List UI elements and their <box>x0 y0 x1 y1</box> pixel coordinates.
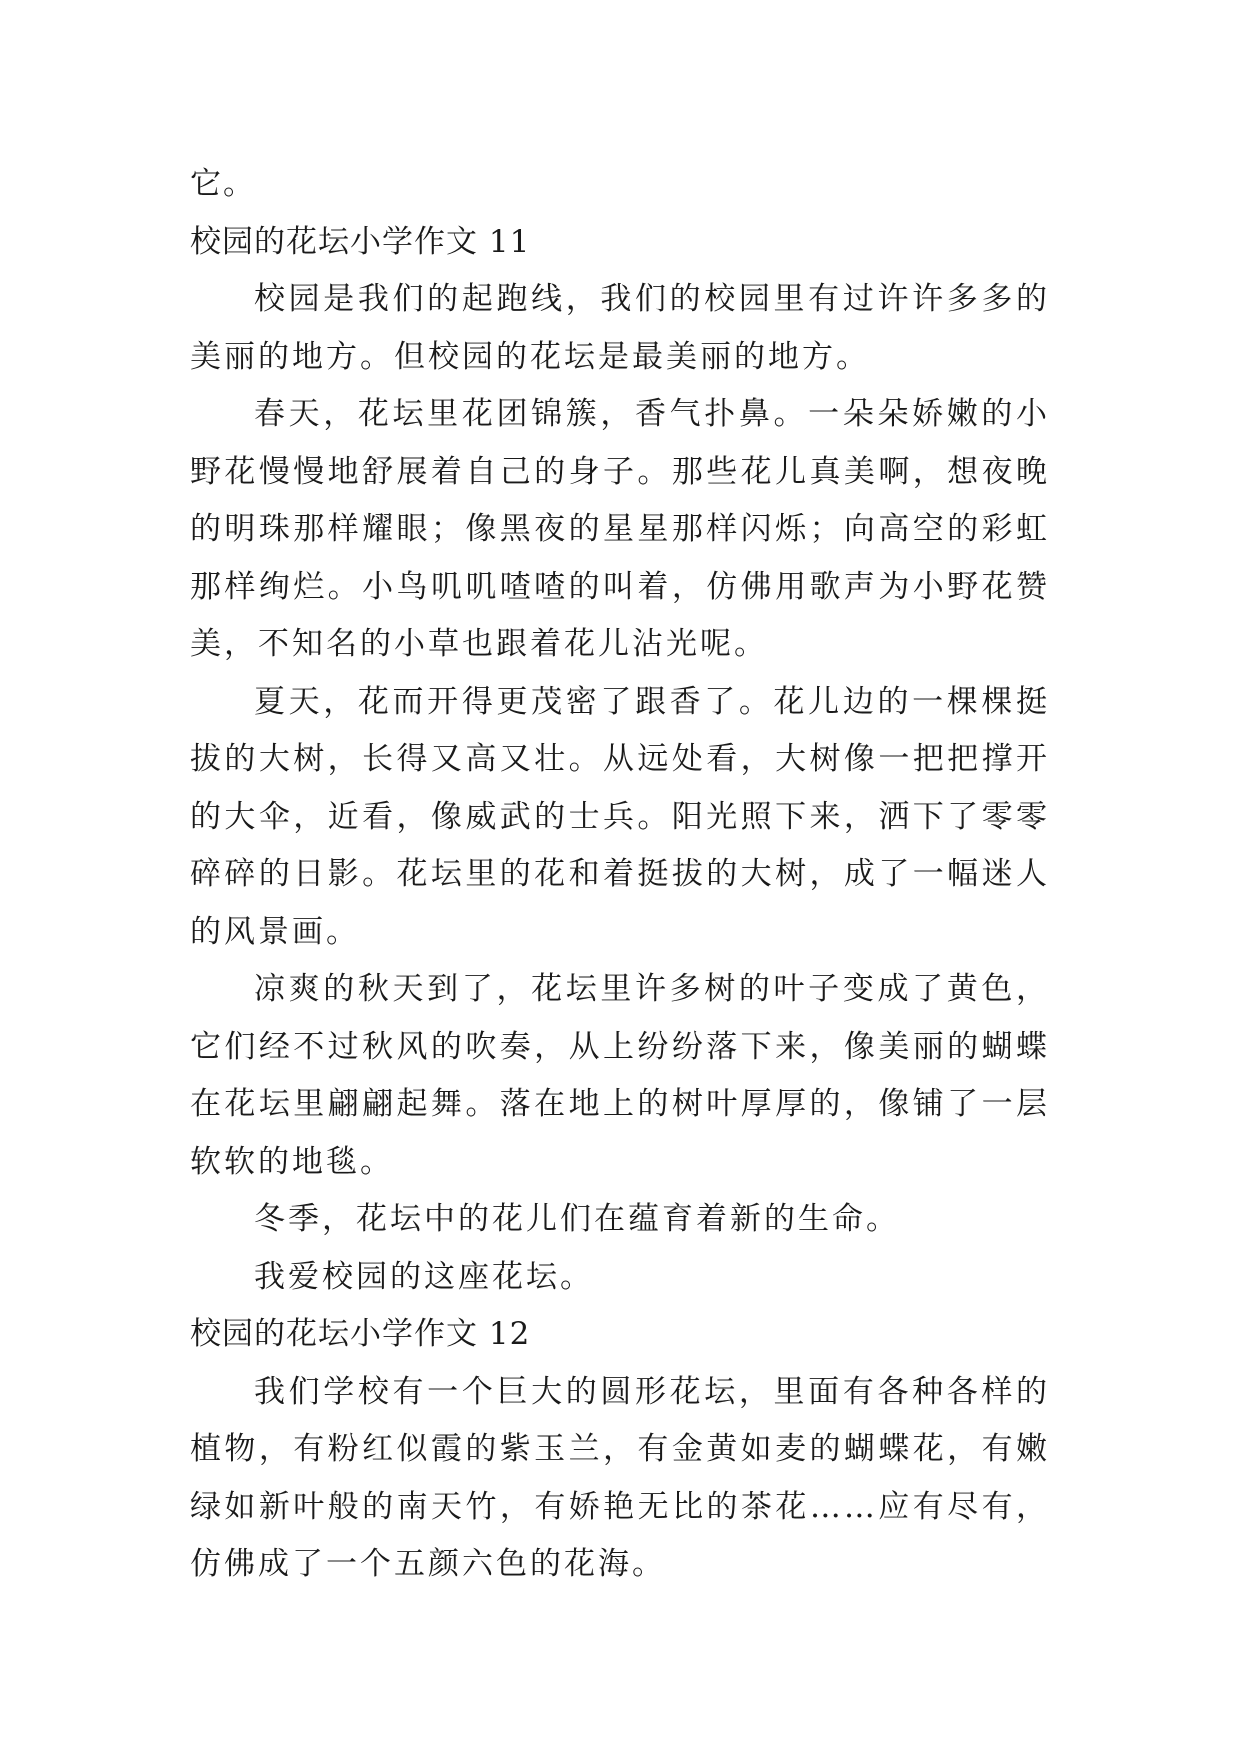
paragraph: 冬季，花坛中的花儿们在蕴育着新的生命。 <box>254 1201 900 1237</box>
paragraph: 我们学校有一个巨大的圆形花坛，里面有各种各样的植物，有粉红似霞的紫玉兰，有金黄如麦的蝴蝶花，有嫩绿如新叶般的南天竹，有娇艳无比的茶花……应有尽有，仿佛成了一个五颜六色的花海。 <box>190 1373 1050 1582</box>
paragraph: 我爱校园的这座花坛。 <box>254 1258 594 1295</box>
paragraph: 春天，花坛里花团锦簇，香气扑鼻。一朵朵娇嫩的小野花慢慢地舒展着自己的身子。那些花儿真美啊，想夜晚的明珠那样耀眼；像黑夜的星星那样闪烁；向高空的彩虹那样绚烂。小鸟叽叽喳喳的叫着，仿佛用歌声为小野花赞美，不知名的小草也跟着花儿沾光呢。 <box>190 396 1050 662</box>
paragraph: 校园是我们的起跑线，我们的校园里有过许许多多的美丽的地方。但校园的花坛是最美丽的地方。 <box>190 281 1050 375</box>
section-title-11: 校园的花坛小学作文 11 <box>190 223 531 260</box>
leading-fragment: 它。 <box>190 166 256 202</box>
paragraph: 夏天，花而开得更茂密了跟香了。花儿边的一棵棵挺拔的大树，长得又高又壮。从远处看，大树像一把把撑开的大伞，近看，像威武的士兵。阳光照下来，洒下了零零碎碎的日影。花坛里的花和着挺拔的大树，成了一幅迷人的风景画。 <box>190 683 1050 950</box>
document-page <box>190 156 1050 1594</box>
paragraph: 凉爽的秋天到了，花坛里许多树的叶子变成了黄色，它们经不过秋风的吹奏，从上纷纷落下来，像美丽的蝴蝶在花坛里翩翩起舞。落在地上的树叶厚厚的，像铺了一层软软的地毯。 <box>190 971 1050 1180</box>
section-title-12: 校园的花坛小学作文 12 <box>190 1316 531 1352</box>
